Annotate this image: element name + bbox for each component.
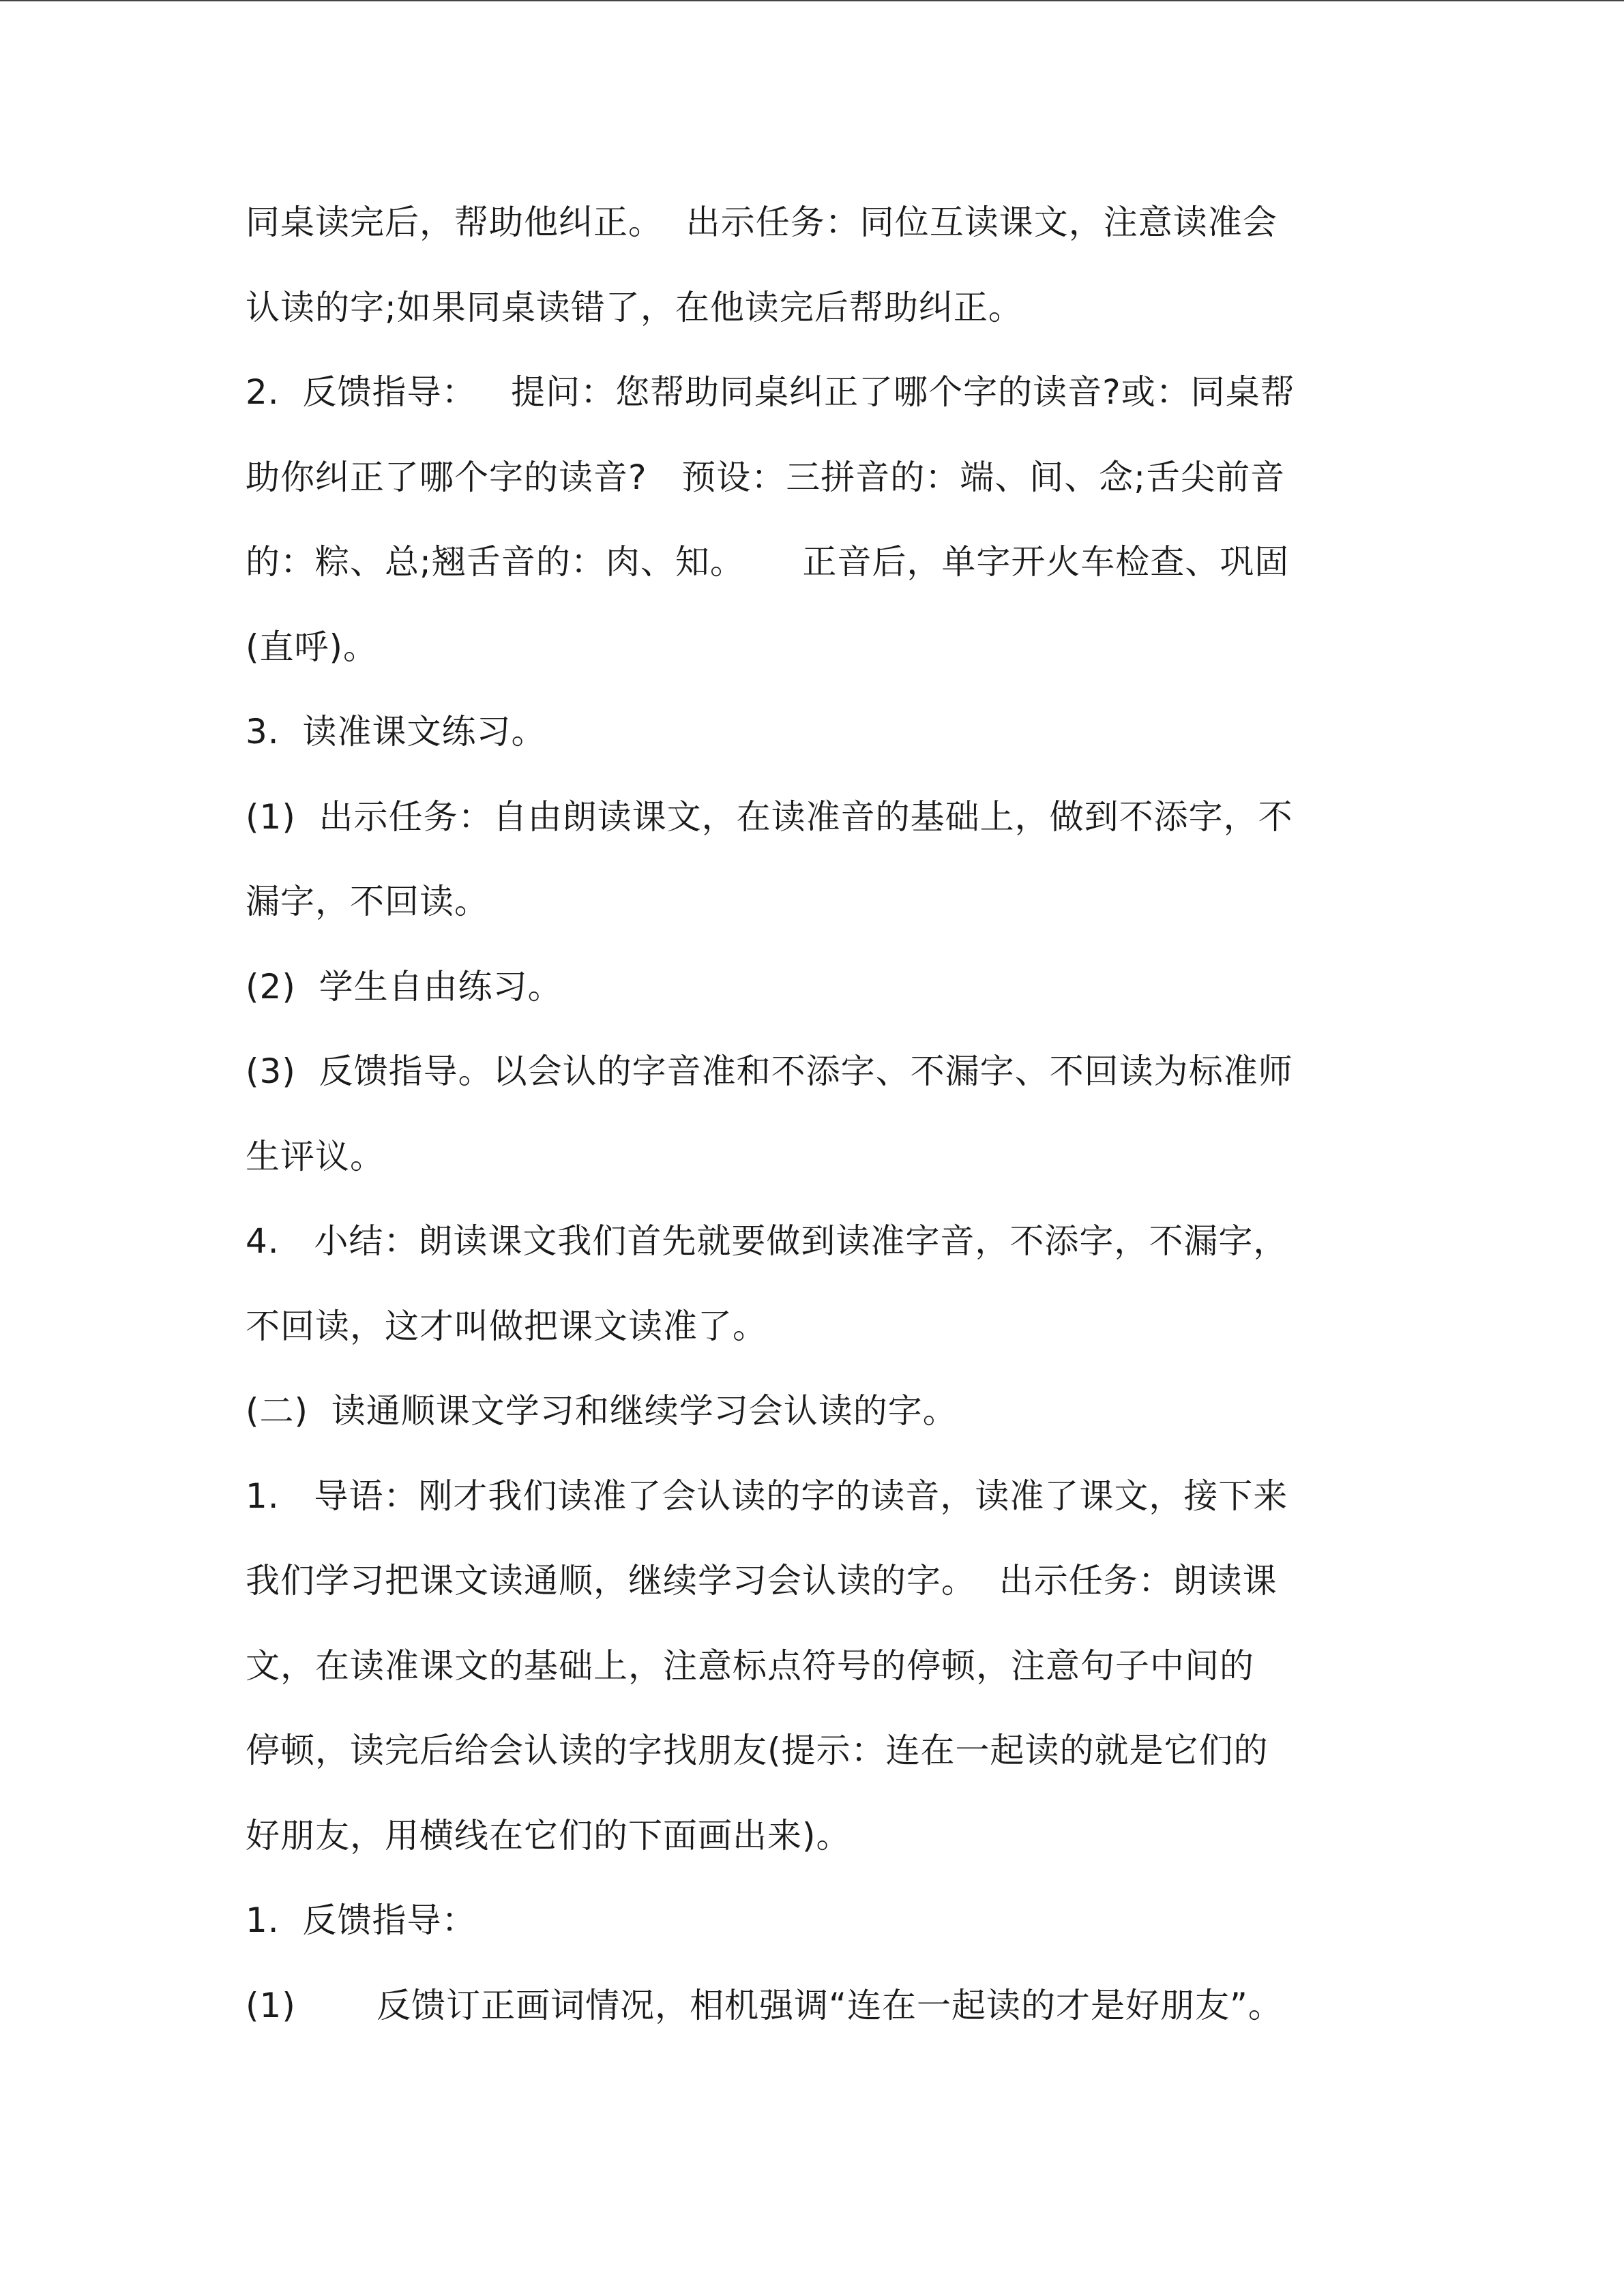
text-line: (1) 反馈订正画词情况，相机强调“连在一起读的才是好朋友”。 xyxy=(246,1985,1283,2025)
document-body xyxy=(246,180,1378,2048)
text-line: 的：粽、总;翘舌音的：肉、知。 正音后，单字开火车检查、巩固 xyxy=(246,542,1290,582)
text-line: (2) 学生自由练习。 xyxy=(246,966,563,1007)
text-line: 3. 读准课文练习。 xyxy=(246,712,546,751)
text-line: 不回读，这才叫做把课文读准了。 xyxy=(246,1306,767,1346)
text-line: 文，在读准课文的基础上，注意标点符号的停顿，注意句子中间的 xyxy=(246,1645,1254,1686)
text-line: 我们学习把课文读通顺，继续学习会认读的字。 出示任务：朗读课 xyxy=(246,1561,1278,1600)
text-line: 助你纠正了哪个字的读音? 预设：三拼音的：端、间、念;舌尖前音 xyxy=(246,457,1286,497)
text-line: 停顿，读完后给会认读的字找朋友(提示：连在一起读的就是它们的 xyxy=(246,1731,1269,1770)
text-line: (1) 出示任务：自由朗读课文，在读准音的基础上，做到不添字，不 xyxy=(246,796,1293,837)
text-line: 1. 反馈指导： xyxy=(246,1900,477,1940)
text-line: (二) 读通顺课文学习和继续学习会认读的字。 xyxy=(246,1391,958,1431)
text-line: 2. 反馈指导： 提问：您帮助同桌纠正了哪个字的读音?或：同桌帮 xyxy=(246,372,1295,412)
text-line: 好朋友，用横线在它们的下面画出来)。 xyxy=(246,1815,851,1855)
text-line: 生评议。 xyxy=(246,1136,385,1176)
text-line: 4. 小结：朗读课文我们首先就要做到读准字音，不添字，不漏字， xyxy=(246,1221,1288,1261)
text-line: 1. 导语：刚才我们读准了会认读的字的读音，读准了课文，接下来 xyxy=(246,1476,1288,1516)
text-line: 漏字，不回读。 xyxy=(246,882,489,921)
text-line: (3) 反馈指导。以会认的字音准和不添字、不漏字、不回读为标准师 xyxy=(246,1052,1293,1091)
text-line: 同桌读完后，帮助他纠正。 出示任务：同位互读课文，注意读准会 xyxy=(246,203,1278,242)
text-line: 认读的字;如果同桌读错了，在他读完后帮助纠正。 xyxy=(246,287,1023,327)
text-line: (直呼)。 xyxy=(246,627,379,667)
